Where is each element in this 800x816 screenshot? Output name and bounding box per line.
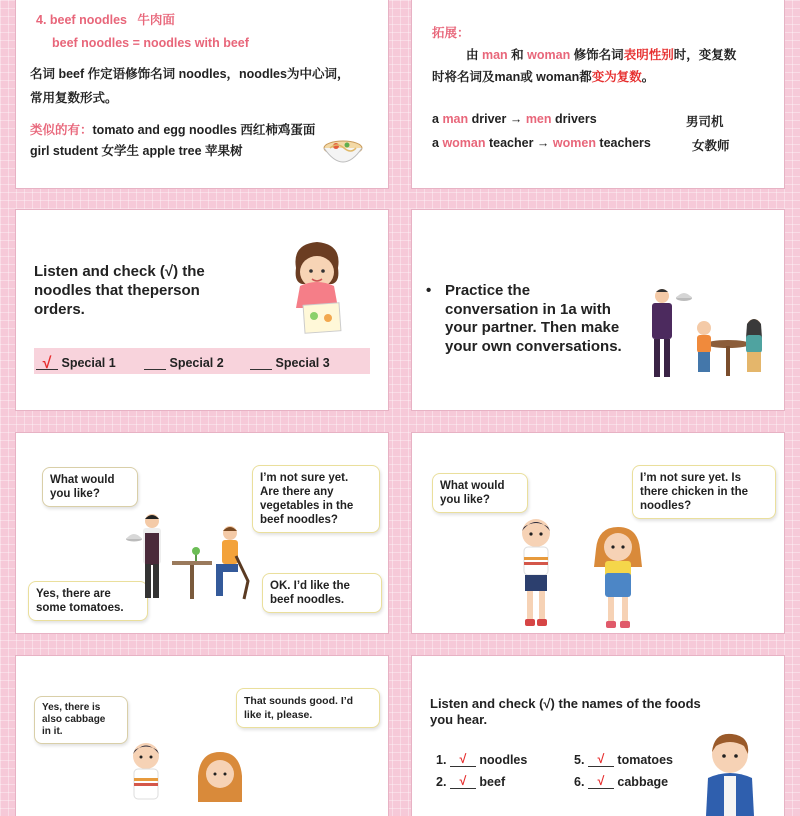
girl-drawing-illustration [282,238,352,336]
restaurant-scene-illustration [642,286,772,382]
food-item-2[interactable]: 2. √ beef [436,774,506,789]
speech-bubble-boy-answer: Yes, there is also cabbage in it. [34,696,128,744]
slide1-similar-line1: 类似的有：tomato and egg noodles 西红柿鸡蛋面 [30,123,316,137]
girl-illustration [194,752,246,802]
slide1-explain-line2: 常用复数形式。 [30,91,118,105]
slide2-example2: a woman teacher → women teachers [432,136,651,150]
slide-expansion[interactable] [412,0,784,188]
slide2-example1-cn: 男司机 [686,115,724,129]
speech-bubble-girl-reply: That sounds good. I’d like it, please. [236,688,380,728]
slide8-instruction: Listen and check (√) the names of the foods you hear. [430,696,701,727]
slide-practice[interactable] [412,210,784,410]
waiter-customer-illustration [126,511,256,603]
slide3-option-2[interactable]: Special 2 [144,355,224,370]
speech-bubble-waiter-question: What would you like? [42,467,138,507]
check-mark-icon: √ [588,752,614,767]
slide2-example2-cn: 女教师 [692,139,730,153]
boy-illustration [126,740,166,800]
slide2-title: 拓展： [432,26,470,40]
speech-bubble-customer-order: OK. I’d like the beef noodles. [262,573,382,613]
check-mark-icon: √ [450,752,476,767]
speech-bubble-boy-question: What would you like? [432,473,528,513]
slide1-similar-line2: girl student 女学生 apple tree 苹果树 [30,144,243,158]
speech-bubble-customer-question: I’m not sure yet. Are there any vegetables in the beef noodles? [252,465,380,533]
speech-bubble-girl-answer: I’m not sure yet. Is there chicken in the noodles? [632,465,776,519]
speech-bubble-waiter-answer: Yes, there are some tomatoes. [28,581,148,621]
check-mark-icon: √ [588,774,614,789]
slide-listen-check-foods[interactable] [412,656,784,816]
slide3-option-3[interactable]: Special 3 [250,355,330,370]
check-mark-icon: √ [36,355,58,370]
girl-illustration [590,527,646,631]
slide-conversation-2[interactable] [412,433,784,633]
slide1-equation: beef noodles = noodles with beef [52,36,249,50]
boy-illustration [512,517,560,631]
slide-conversation-3[interactable] [16,656,388,816]
slide-beef-noodles[interactable] [16,0,388,188]
slide2-example1: a man driver → men drivers [432,112,597,126]
slide2-line2: 时将名词及man或 woman都变为复数。 [432,70,655,84]
boy-in-blue-jacket-illustration [702,732,758,816]
food-item-1[interactable]: 1. √ noodles [436,752,528,767]
food-item-5[interactable]: 5. √ tomatoes [574,752,673,767]
slide-conversation-1[interactable] [16,433,388,633]
check-mark-icon: √ [450,774,476,789]
bullet-icon: • [426,282,432,299]
slide4-text: Practice the conversation in 1a with your partner. Then make your own conversations. [445,282,622,355]
slide3-option-1[interactable]: √ Special 1 [36,355,116,370]
slide1-explain-line1: 名词 beef 作定语修饰名词 noodles，noodles为中心词， [30,67,350,81]
slide-listen-check-noodles[interactable] [16,210,388,410]
slide2-line1: 由 man 和 woman 修饰名词表明性别时，变复数 [466,48,737,62]
slide1-heading: 4. beef noodles 牛肉面 [36,13,175,27]
slide3-instruction: Listen and check (√) the noodles that theperson orders. [34,263,205,318]
noodle-bowl-icon [322,136,364,172]
food-item-6[interactable]: 6. √ cabbage [574,774,669,789]
